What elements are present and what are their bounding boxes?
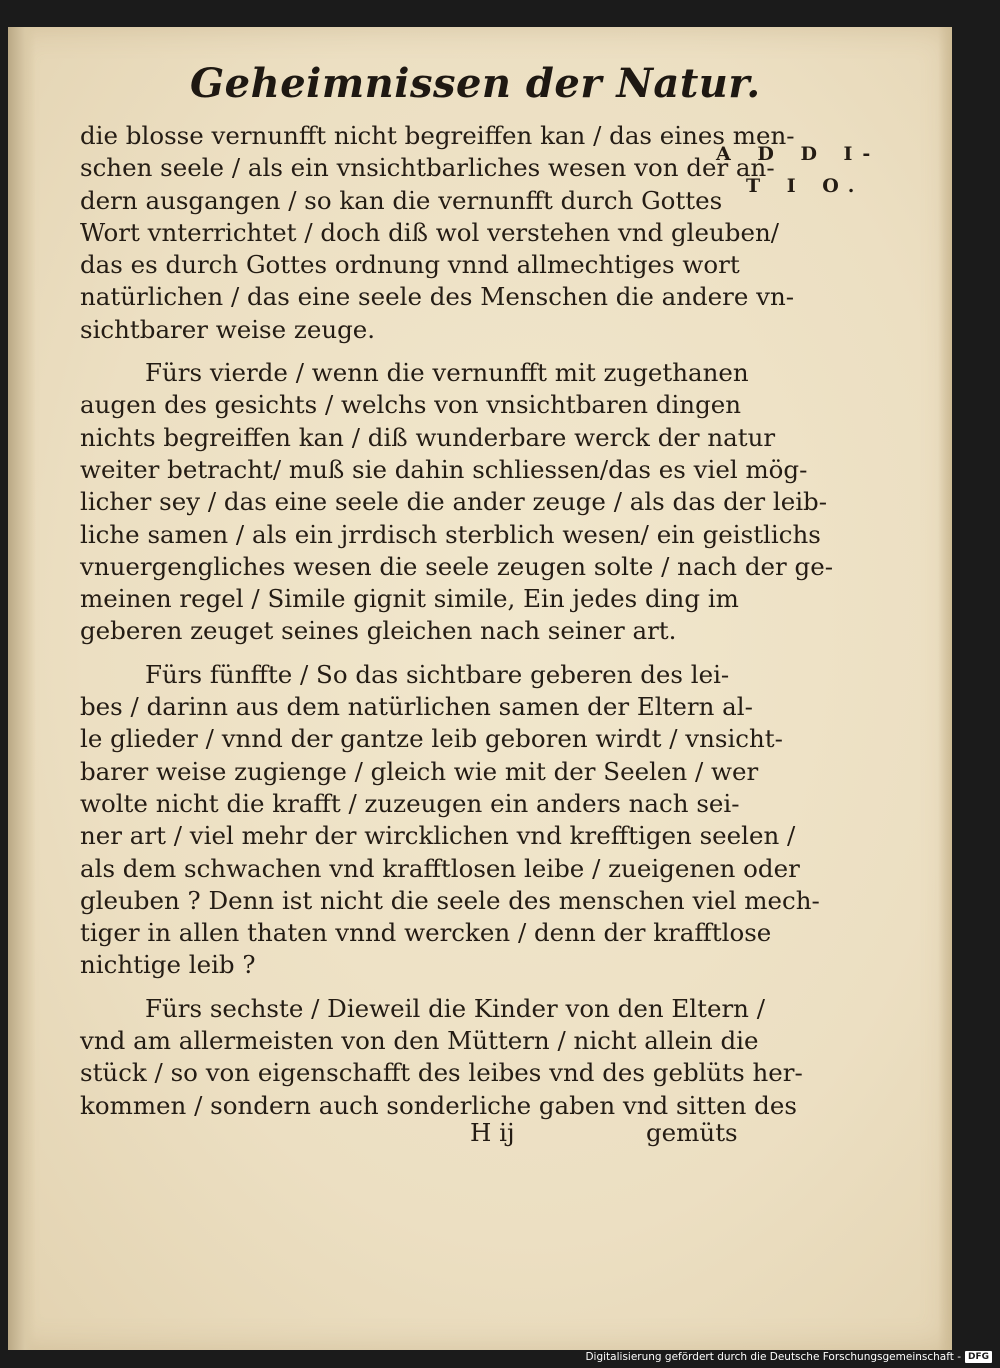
text-line: weiter betracht/ muß sie dahin schliessen/das es viel mög- [80, 454, 808, 484]
text-line: dern ausgangen / so kan die vernunfft durch Gottes [80, 185, 723, 215]
text-line: Wort vnterrichtet / doch diß wol verstehen vnd gleuben/ [80, 217, 780, 247]
text-line: natürlichen / das eine seele des Menschen die andere vn- [80, 282, 795, 312]
text-line: Fürs sechste / Dieweil die Kinder von den Eltern / [145, 993, 765, 1023]
margin-note-line: A D D I- [716, 143, 881, 165]
signature-mark: H ij [470, 1118, 515, 1147]
text-line: licher sey / das eine seele die ander zeuge / als das der leib- [80, 487, 827, 517]
text-line: wolte nicht die krafft / zuzeugen ein anders nach sei- [80, 788, 740, 818]
text-line: tiger in allen thaten vnnd wercken / denn der krafftlose [80, 918, 772, 948]
dfg-logo: DFG [965, 1351, 992, 1363]
text-line: barer weise zugienge / gleich wie mit der Seelen / wer [80, 756, 759, 786]
text-line: ner art / viel mehr der wircklichen vnd krefftigen seelen / [80, 821, 796, 851]
text-line: le glieder / vnnd der gantze leib geboren wirdt / vnsicht- [80, 724, 783, 754]
catchword: gemüts [646, 1118, 738, 1147]
margin-note-line: T I O. [746, 175, 865, 197]
text-line: Fürs vierde / wenn die vernunfft mit zugethanen [145, 358, 749, 388]
text-line: Fürs fünffte / So das sichtbare geberen des lei- [145, 659, 730, 689]
text-line: augen des gesichts / welchs von vnsichtbaren dingen [80, 390, 742, 420]
page-gutter [8, 27, 36, 1350]
text-line: nichtige leib ? [80, 950, 256, 980]
text-line: nichts begreiffen kan / diß wunderbare werck der natur [80, 422, 776, 452]
footer-credit: Digitalisierung gefördert durch die Deutsche Forschungsgemeinschaft - [585, 1351, 961, 1363]
text-line: geberen zeuget seines gleichen nach seiner art. [80, 616, 677, 646]
text-line: das es durch Gottes ordnung vnnd allmechtiges wort [80, 250, 740, 280]
text-line: sichtbarer weise zeuge. [80, 314, 376, 344]
text-line: vnd am allermeisten von den Müttern / nicht allein die [80, 1026, 759, 1056]
text-line: liche samen / als ein jrrdisch sterblich wesen/ ein geistlichs [80, 519, 821, 549]
footer [585, 1350, 992, 1364]
text-line: kommen / sondern auch sonderliche gaben vnd sitten des [80, 1090, 797, 1120]
text-line: die blosse vernunfft nicht begreiffen kan / das eines men- [80, 121, 795, 150]
text-line: vnuergengliches wesen die seele zeugen solte / nach der ge- [80, 551, 833, 581]
text-line: stück / so von eigenschafft des leibes vnd des geblüts her- [80, 1058, 803, 1088]
running-head: Geheimnissen der Natur. [190, 60, 761, 107]
paragraph-gap [80, 346, 720, 357]
text-line: gleuben ? Denn ist nicht die seele des menschen viel mech- [80, 885, 820, 915]
paragraph-gap [80, 648, 720, 659]
text-line: meinen regel / Simile gignit simile, Ein jedes ding im [80, 584, 739, 614]
paragraph-gap [80, 982, 720, 993]
page-edge [938, 27, 952, 1350]
text-line: als dem schwachen vnd krafftlosen leibe / zueigenen oder [80, 853, 800, 883]
text-line: bes / darinn aus dem natürlichen samen der Eltern al- [80, 692, 753, 722]
margin-note [716, 138, 880, 202]
text-line: schen seele / als ein vnsichtbarliches wesen von der an- [80, 153, 775, 183]
